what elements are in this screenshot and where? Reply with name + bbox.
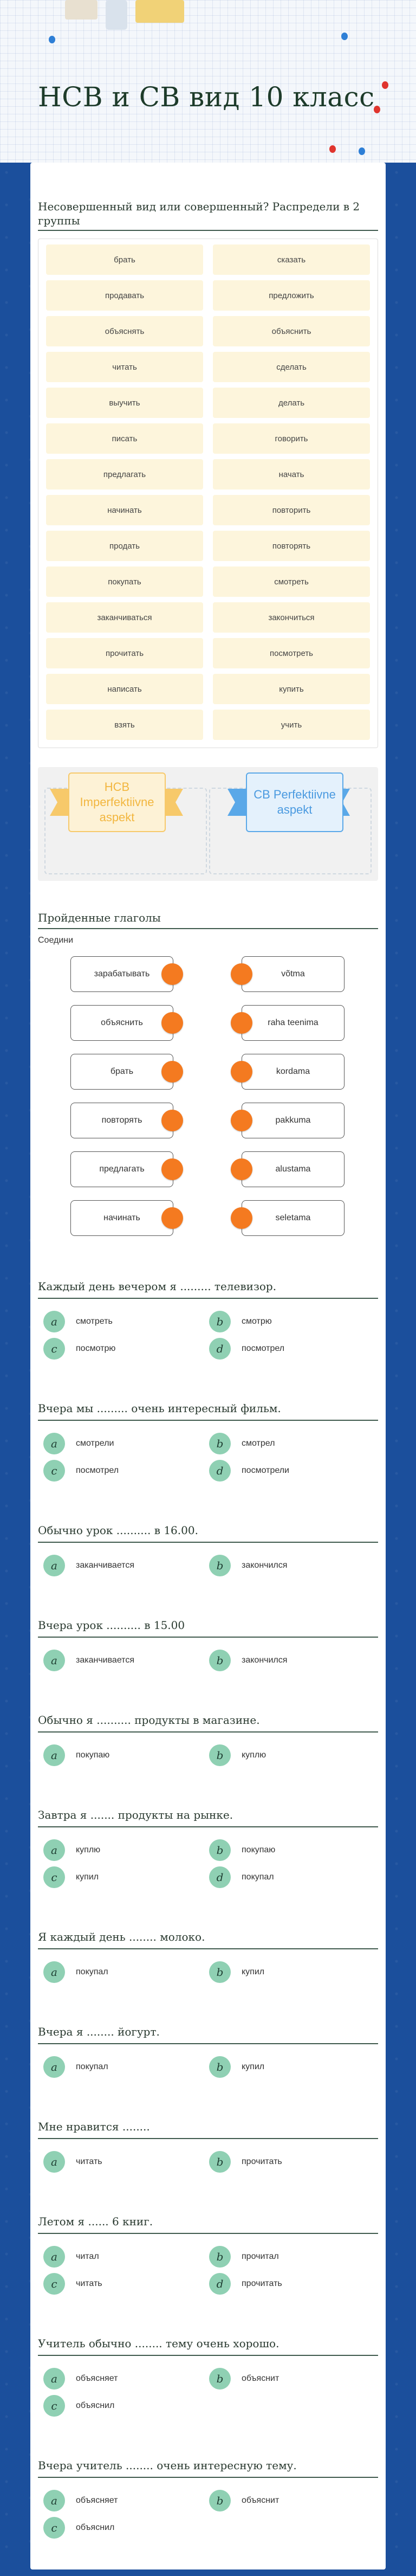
question-rule xyxy=(38,1948,378,1949)
answer-option-letter: c xyxy=(43,1460,65,1482)
answer-option[interactable] xyxy=(43,1460,119,1482)
match-connector-dot[interactable] xyxy=(231,1110,252,1131)
header-banner xyxy=(0,0,416,163)
answer-option-text: смотрели xyxy=(76,1439,114,1448)
answer-option-text: закончился xyxy=(242,1656,288,1665)
word-chip[interactable]: смотреть xyxy=(213,566,370,597)
page-title: НСВ и СВ вид 10 класс xyxy=(38,81,375,113)
dropzone-right-label: СВ Perfektiivne aspekt xyxy=(246,772,343,832)
answer-option[interactable] xyxy=(43,2490,118,2511)
question-text: Вчера учитель ........ очень интересную тему. xyxy=(38,2459,297,2472)
answer-option[interactable] xyxy=(43,2395,114,2417)
match-connector-dot[interactable] xyxy=(161,1110,183,1131)
word-chip[interactable]: делать xyxy=(213,388,370,418)
answer-option[interactable] xyxy=(209,1839,275,1861)
decoration-dot xyxy=(359,147,365,155)
question-rule xyxy=(38,2233,378,2234)
answer-option[interactable] xyxy=(209,1338,284,1360)
decoration-eraser xyxy=(106,0,127,30)
answer-option-letter: c xyxy=(43,1866,65,1888)
answer-option-letter: b xyxy=(209,1555,231,1576)
decoration-ruler xyxy=(135,0,184,23)
answer-option[interactable] xyxy=(209,2056,264,2078)
answer-option-letter: b xyxy=(209,2490,231,2511)
answer-option-letter: a xyxy=(43,1744,65,1766)
match-connector-dot[interactable] xyxy=(161,1207,183,1229)
answer-option-text: посмотрели xyxy=(242,1466,289,1475)
sort-dropzones xyxy=(38,767,378,881)
answer-option-text: объяснит xyxy=(242,2496,280,2505)
answer-option-letter: a xyxy=(43,1311,65,1332)
match-left-item[interactable]: повторять xyxy=(70,1103,173,1138)
answer-option-text: покупаю xyxy=(242,1845,276,1854)
match-right-item[interactable]: raha teenima xyxy=(242,1005,344,1041)
word-chip[interactable]: предлагать xyxy=(46,459,203,490)
answer-option-text: посмотрел xyxy=(76,1466,119,1475)
answer-option-text: прочитать xyxy=(242,2157,282,2166)
word-chip[interactable]: прочитать xyxy=(46,638,203,668)
decoration-dot xyxy=(329,145,336,153)
answer-option[interactable] xyxy=(209,2490,279,2511)
answer-option-letter: a xyxy=(43,2056,65,2078)
word-chip[interactable]: взять xyxy=(46,710,203,740)
answer-option-text: читал xyxy=(76,2252,99,2261)
answer-option-text: смотрю xyxy=(242,1317,272,1326)
match-right-item[interactable]: võtma xyxy=(242,956,344,992)
answer-option[interactable] xyxy=(209,1460,289,1482)
word-chip[interactable]: посмотреть xyxy=(213,638,370,668)
answer-option-letter: b xyxy=(209,2151,231,2173)
question-rule xyxy=(38,1731,378,1733)
answer-option[interactable] xyxy=(43,1311,113,1332)
question-text: Я каждый день ........ молоко. xyxy=(38,1930,205,1943)
answer-option[interactable] xyxy=(43,2056,108,2078)
question-rule xyxy=(38,1298,378,1299)
answer-option-text: заканчивается xyxy=(76,1656,134,1665)
question-text: Мне нравится ........ xyxy=(38,2120,150,2133)
decoration-dot xyxy=(49,36,55,43)
answer-option-text: покупал xyxy=(76,1967,108,1976)
question-rule xyxy=(38,1826,378,1827)
answer-option-letter: c xyxy=(43,2517,65,2539)
match-left-item[interactable]: начинать xyxy=(70,1200,173,1236)
answer-option-text: купил xyxy=(242,2062,265,2071)
match-left-item[interactable]: предлагать xyxy=(70,1151,173,1187)
answer-option[interactable] xyxy=(43,1961,108,1983)
question-text: Учитель обычно ........ тему очень хорошо. xyxy=(38,2337,280,2350)
match-right-item[interactable]: seletama xyxy=(242,1200,344,1236)
answer-option-text: объясняет xyxy=(76,2496,118,2505)
answer-option-letter: c xyxy=(43,2273,65,2295)
word-chip[interactable]: повторять xyxy=(213,531,370,561)
answer-option-letter: a xyxy=(43,1961,65,1983)
answer-option[interactable] xyxy=(43,2517,114,2539)
match-connector-dot[interactable] xyxy=(161,1012,183,1034)
answer-option-letter: a xyxy=(43,1555,65,1576)
answer-option-letter: a xyxy=(43,1650,65,1671)
match-left-item[interactable]: зарабатывать xyxy=(70,956,173,992)
word-chip[interactable]: объяснить xyxy=(213,316,370,346)
answer-option[interactable] xyxy=(209,1555,287,1576)
answer-option[interactable] xyxy=(43,1866,99,1888)
sort-heading-rule xyxy=(38,230,378,231)
answer-option[interactable] xyxy=(209,2246,279,2268)
word-chip[interactable]: учить xyxy=(213,710,370,740)
answer-option[interactable] xyxy=(43,1555,134,1576)
word-chip[interactable]: сделать xyxy=(213,352,370,382)
match-right-item[interactable]: pakkuma xyxy=(242,1103,344,1138)
answer-option-letter: a xyxy=(43,2368,65,2390)
answer-option-text: смотреть xyxy=(76,1317,113,1326)
answer-option-text: прочитать xyxy=(242,2279,282,2288)
question-rule xyxy=(38,2043,378,2044)
answer-option[interactable] xyxy=(43,1839,100,1861)
question-text: Обычно я .......... продукты в магазине. xyxy=(38,1714,260,1727)
word-chip[interactable]: объяснять xyxy=(46,316,203,346)
answer-option[interactable] xyxy=(43,1744,109,1766)
answer-option-text: посмотрел xyxy=(242,1344,285,1353)
answer-option-letter: c xyxy=(43,1338,65,1360)
answer-option-text: покупал xyxy=(76,2062,108,2071)
match-instruction: Соедини xyxy=(38,936,74,945)
answer-option-text: покупаю xyxy=(76,1750,110,1760)
word-chip[interactable]: продать xyxy=(46,531,203,561)
answer-option[interactable] xyxy=(209,1650,287,1671)
word-chip[interactable]: закончиться xyxy=(213,602,370,633)
word-chip[interactable]: читать xyxy=(46,352,203,382)
answer-option-letter: b xyxy=(209,1311,231,1332)
question-rule xyxy=(38,2477,378,2478)
answer-option-text: посмотрю xyxy=(76,1344,116,1353)
answer-option-letter: b xyxy=(209,2056,231,2078)
question-text: Летом я ...... 6 книг. xyxy=(38,2215,153,2228)
answer-option-letter: d xyxy=(209,2273,231,2295)
answer-option[interactable] xyxy=(209,1744,266,1766)
question-rule xyxy=(38,1420,378,1421)
answer-option[interactable] xyxy=(209,2151,282,2173)
answer-option-text: куплю xyxy=(242,1750,266,1760)
answer-option[interactable] xyxy=(43,2273,102,2295)
answer-option-text: читать xyxy=(76,2279,102,2288)
answer-option[interactable] xyxy=(209,2368,279,2390)
answer-option-text: купил xyxy=(242,1967,265,1976)
answer-option-text: заканчивается xyxy=(76,1561,134,1570)
answer-option-text: купил xyxy=(76,1872,99,1882)
answer-option[interactable] xyxy=(43,2246,99,2268)
match-connector-dot[interactable] xyxy=(161,1158,183,1180)
question-rule xyxy=(38,2355,378,2356)
match-heading: Пройденные глаголы xyxy=(38,911,161,924)
word-chip[interactable]: выучить xyxy=(46,388,203,418)
answer-option-letter: a xyxy=(43,1433,65,1454)
word-chip[interactable]: говорить xyxy=(213,423,370,454)
question-text: Обычно урок .......... в 16.00. xyxy=(38,1524,198,1537)
answer-option-text: куплю xyxy=(76,1845,101,1854)
match-connector-dot[interactable] xyxy=(231,963,252,985)
answer-option-letter: b xyxy=(209,1433,231,1454)
match-connector-dot[interactable] xyxy=(231,1061,252,1083)
answer-option-letter: b xyxy=(209,2246,231,2268)
word-chip[interactable]: написать xyxy=(46,674,203,704)
answer-option-letter: b xyxy=(209,1961,231,1983)
answer-option-letter: d xyxy=(209,1338,231,1360)
decoration-dot xyxy=(374,106,380,113)
match-heading-rule xyxy=(38,928,378,929)
decoration-dot xyxy=(341,33,348,40)
word-chip[interactable]: предложить xyxy=(213,280,370,311)
answer-option-letter: b xyxy=(209,2368,231,2390)
match-left-item[interactable]: брать xyxy=(70,1054,173,1090)
answer-option[interactable] xyxy=(209,1311,272,1332)
answer-option-letter: b xyxy=(209,1839,231,1861)
word-chip[interactable]: писать xyxy=(46,423,203,454)
match-connector-dot[interactable] xyxy=(161,963,183,985)
answer-option-letter: b xyxy=(209,1650,231,1671)
word-chip[interactable]: брать xyxy=(46,244,203,275)
question-rule xyxy=(38,1637,378,1638)
answer-option-letter: a xyxy=(43,2490,65,2511)
answer-option-text: читать xyxy=(76,2157,102,2166)
question-text: Вчера урок .......... в 15.00 xyxy=(38,1619,185,1632)
sort-heading: Несовершенный вид или совершенный? Распредели в 2 группы xyxy=(38,200,360,227)
question-text: Вчера мы ......... очень интересный фильм. xyxy=(38,1402,281,1415)
answer-option[interactable] xyxy=(209,1866,274,1888)
answer-option[interactable] xyxy=(209,1961,264,1983)
answer-option-text: покупал xyxy=(242,1872,274,1882)
match-connector-dot[interactable] xyxy=(231,1207,252,1229)
question-text: Вчера я ........ йогурт. xyxy=(38,2025,160,2038)
answer-option-letter: d xyxy=(209,1460,231,1482)
answer-option-text: прочитал xyxy=(242,2252,279,2261)
word-chip[interactable]: повторить xyxy=(213,495,370,525)
word-chip[interactable]: продавать xyxy=(46,280,203,311)
word-chip[interactable]: сказать xyxy=(213,244,370,275)
question-rule xyxy=(38,1542,378,1543)
answer-option-text: объяснил xyxy=(76,2523,115,2532)
sort-word-bank xyxy=(38,239,378,748)
match-right-item[interactable]: alustama xyxy=(242,1151,344,1187)
match-right-item[interactable]: kordama xyxy=(242,1054,344,1090)
answer-option[interactable] xyxy=(209,2273,282,2295)
question-rule xyxy=(38,2138,378,2139)
answer-option-text: объясняет xyxy=(76,2374,118,2383)
word-chip[interactable]: купить xyxy=(213,674,370,704)
question-text: Каждый день вечером я ......... телевизор. xyxy=(38,1280,277,1293)
answer-option[interactable] xyxy=(43,1433,114,1454)
answer-option[interactable] xyxy=(43,2368,118,2390)
answer-option-letter: b xyxy=(209,1744,231,1766)
answer-option-letter: d xyxy=(209,1866,231,1888)
answer-option-letter: c xyxy=(43,2395,65,2417)
answer-option-text: смотрел xyxy=(242,1439,275,1448)
answer-option-text: объяснил xyxy=(76,2401,115,2410)
decoration-pencil xyxy=(65,0,98,20)
match-connector-dot[interactable] xyxy=(161,1061,183,1083)
answer-option[interactable] xyxy=(43,1338,115,1360)
answer-option-letter: a xyxy=(43,2246,65,2268)
answer-option-text: закончился xyxy=(242,1561,288,1570)
match-connector-dot[interactable] xyxy=(231,1158,252,1180)
dropzone-left-label: НСВ Imperfektiivne aspekt xyxy=(68,772,166,832)
match-connector-dot[interactable] xyxy=(231,1012,252,1034)
answer-option[interactable] xyxy=(43,2151,102,2173)
word-chip[interactable]: покупать xyxy=(46,566,203,597)
word-chip[interactable]: начинать xyxy=(46,495,203,525)
word-chip[interactable]: начать xyxy=(213,459,370,490)
answer-option[interactable] xyxy=(43,1650,134,1671)
match-left-item[interactable]: объяснить xyxy=(70,1005,173,1041)
decoration-dot xyxy=(382,81,388,89)
answer-option-letter: a xyxy=(43,2151,65,2173)
word-chip[interactable]: заканчиваться xyxy=(46,602,203,633)
answer-option[interactable] xyxy=(209,1433,275,1454)
question-text: Завтра я ....... продукты на рынке. xyxy=(38,1808,233,1821)
answer-option-text: объяснит xyxy=(242,2374,280,2383)
answer-option-letter: a xyxy=(43,1839,65,1861)
